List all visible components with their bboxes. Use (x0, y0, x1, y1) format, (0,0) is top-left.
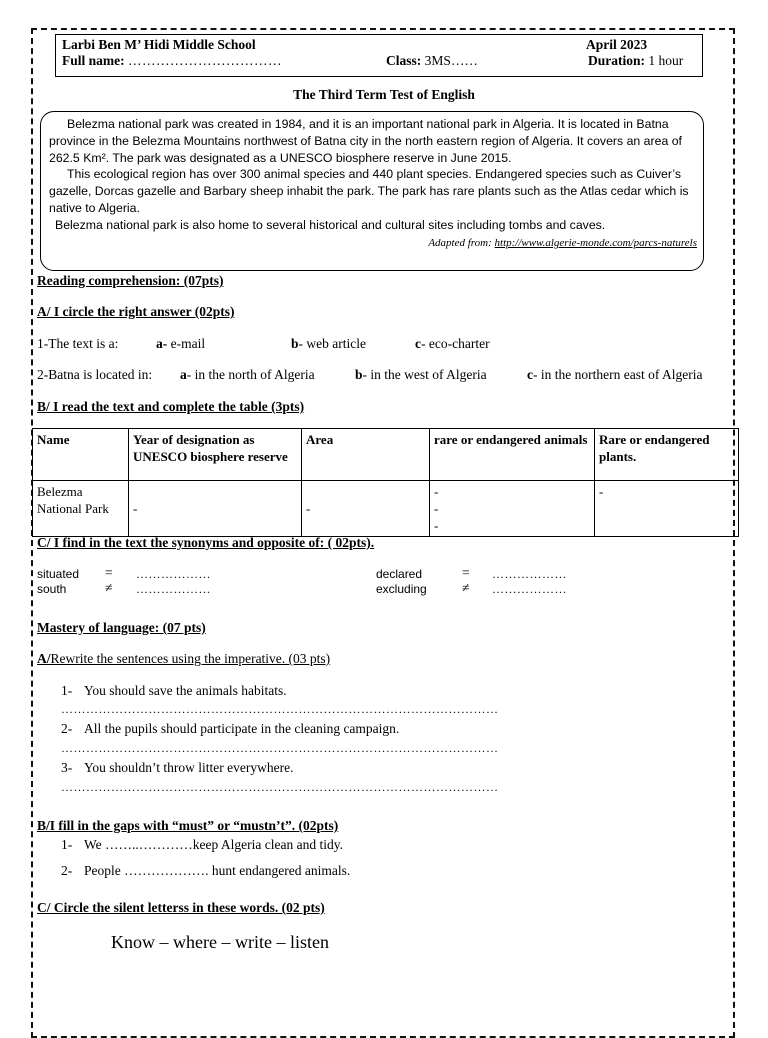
cell-area[interactable] (302, 481, 430, 537)
duration-value: 1 hour (648, 53, 684, 68)
passage-paragraph-2: This ecological region has over 300 animal species and 440 plant species. Endangered species such as Cuiver’s gazelle, Dorcas gazelle and Barbary sheep inhabit the park. The park has rare plants such as the Atlas cedar which is native to Algeria. (49, 167, 689, 215)
sentence-3-number: 3- (61, 760, 73, 775)
not-equal-sign: ≠ (462, 580, 470, 595)
cell-year-dash: - (133, 501, 138, 516)
synonym-word-situated: situated (37, 567, 80, 581)
opposite-word-excluding: excluding (376, 582, 427, 596)
q1-option-b-text: - web article (298, 336, 366, 351)
section-c-heading: C/ I find in the text the synonyms and opposite of: ( 02pts). (37, 535, 375, 550)
synonym-word-declared: declared (376, 567, 423, 581)
class-value: 3MS…… (424, 53, 478, 68)
school-name: Larbi Ben M’ Hidi Middle School (62, 37, 256, 52)
sentence-3-text: You shouldn’t throw litter everywhere. (84, 760, 294, 775)
reading-heading: Reading comprehension: (07pts) (37, 273, 224, 288)
full-name-row (62, 53, 282, 69)
q2-option-c-text: - in the northern east of Algeria (533, 367, 703, 382)
sentence-2-text: All the pupils should participate in the cleaning campaign. (84, 721, 400, 736)
table-row (33, 481, 739, 537)
park-info-table (32, 428, 739, 537)
section-a-heading: A/ I circle the right answer (02pts) (37, 304, 235, 319)
test-date: April 2023 (586, 37, 648, 52)
cell-animals[interactable] (430, 481, 595, 537)
mastery-section-a-heading (37, 651, 330, 667)
full-name-field[interactable]: …………………………… (128, 53, 282, 68)
class-row (386, 53, 478, 69)
cell-plants-dash: - (599, 484, 604, 499)
synonym-answer-declared[interactable]: ……………… (492, 567, 567, 581)
q1-option-a-letter: a- (156, 336, 168, 351)
equals-sign: = (105, 565, 113, 580)
sentence-1-number: 1- (61, 683, 73, 698)
q2-option-a-text: - in the north of Algeria (186, 367, 315, 382)
opposite-word-south: south (37, 582, 67, 596)
gap-1-number: 1- (61, 837, 73, 852)
cell-plants[interactable] (595, 481, 739, 537)
animal-line-1: - (434, 484, 439, 499)
question-2-text: 2-Batna is located in: (37, 367, 153, 382)
class-label: Class: (386, 53, 422, 68)
header-animals: rare or endangered animals (430, 429, 595, 481)
sentence-1-text: You should save the animals habitats. (84, 683, 287, 698)
question-1-text: 1-The text is a: (37, 336, 119, 351)
q1-option-c-text: - eco-charter (421, 336, 490, 351)
q2-option-c[interactable] (527, 367, 702, 383)
opposite-answer-excluding[interactable]: ……………… (492, 582, 567, 596)
sentence-2-number: 2- (61, 721, 73, 736)
animal-line-2: - (434, 501, 439, 516)
source-label: Adapted from: (428, 237, 492, 250)
mastery-section-b-heading: B/I fill in the gaps with “must” or “mustn’t”. (02pts) (37, 818, 339, 833)
q1-option-a-text: e-mail (170, 336, 206, 351)
mastery-section-a-text: Rewrite the sentences using the imperative. (03 pts) (50, 651, 331, 666)
q1-option-c[interactable] (415, 336, 490, 352)
mastery-section-a-prefix: A/ (37, 651, 51, 666)
q2-option-a-letter: a (180, 367, 187, 382)
q2-option-b-text: - in the west of Algeria (362, 367, 487, 382)
mastery-heading: Mastery of language: (07 pts) (37, 620, 206, 635)
q1-option-b[interactable] (291, 336, 366, 352)
reading-passage-box (40, 111, 704, 271)
q2-option-b-letter: b (355, 367, 363, 382)
header-plants: Rare or endangered plants. (595, 429, 739, 481)
header-name: Name (33, 429, 129, 481)
gap-2-sentence[interactable]: People ………………. hunt endangered animals. (84, 863, 351, 878)
opposite-answer-south[interactable]: ……………… (136, 582, 211, 596)
q1-option-c-letter: c (415, 336, 421, 351)
mastery-section-c-heading: C/ Circle the silent letterss in these words. (02 pts) (37, 900, 325, 915)
table-header-row (33, 429, 739, 481)
cell-year[interactable] (129, 481, 302, 537)
source-citation (428, 235, 697, 252)
q2-option-c-letter: c (527, 367, 533, 382)
header-area: Area (302, 429, 430, 481)
passage-paragraph-1: Belezma national park was created in 1984, and it is an important national park in Algeria. It is located in Batna province in the Belezma Mountains northwest of Batna city in the north eastern region of Algeria. It covers an area of 262.5 Km². The park was designated as a UNESCO biosphere reserve in June 2015. (49, 117, 682, 165)
section-b-heading: B/ I read the text and complete the table (3pts) (37, 399, 305, 414)
duration-row (588, 53, 683, 69)
test-title: The Third Term Test of English (293, 87, 475, 102)
q2-option-b[interactable] (355, 367, 487, 383)
full-name-label: Full name: (62, 53, 125, 68)
gap-1-sentence[interactable]: We ……..…………keep Algeria clean and tidy. (84, 837, 343, 852)
answer-line-1[interactable]: …………………………………………………………………………………………… (61, 702, 499, 716)
answer-line-3[interactable]: …………………………………………………………………………………………… (61, 780, 499, 794)
q1-option-b-letter: b (291, 336, 299, 351)
answer-line-2[interactable]: …………………………………………………………………………………………… (61, 741, 499, 755)
not-equal-sign: ≠ (105, 580, 113, 595)
duration-label: Duration: (588, 53, 645, 68)
synonym-answer-situated[interactable]: ……………… (136, 567, 211, 581)
equals-sign: = (462, 565, 470, 580)
gap-2-number: 2- (61, 863, 73, 878)
animal-line-3: - (434, 518, 439, 533)
q2-option-a[interactable] (180, 367, 315, 383)
silent-letter-words[interactable]: Know – where – write – listen (111, 932, 329, 952)
header-year: Year of designation as UNESCO biosphere reserve (129, 429, 302, 481)
q1-option-a[interactable] (156, 336, 205, 352)
source-link[interactable]: http://www.algerie-monde.com/parcs-naturels (494, 237, 697, 250)
cell-park-name: Belezma National Park (33, 481, 129, 537)
passage-paragraph-3: Belezma national park is also home to several historical and cultural sites including tombs and caves. (55, 217, 606, 232)
cell-area-dash: - (306, 501, 311, 516)
